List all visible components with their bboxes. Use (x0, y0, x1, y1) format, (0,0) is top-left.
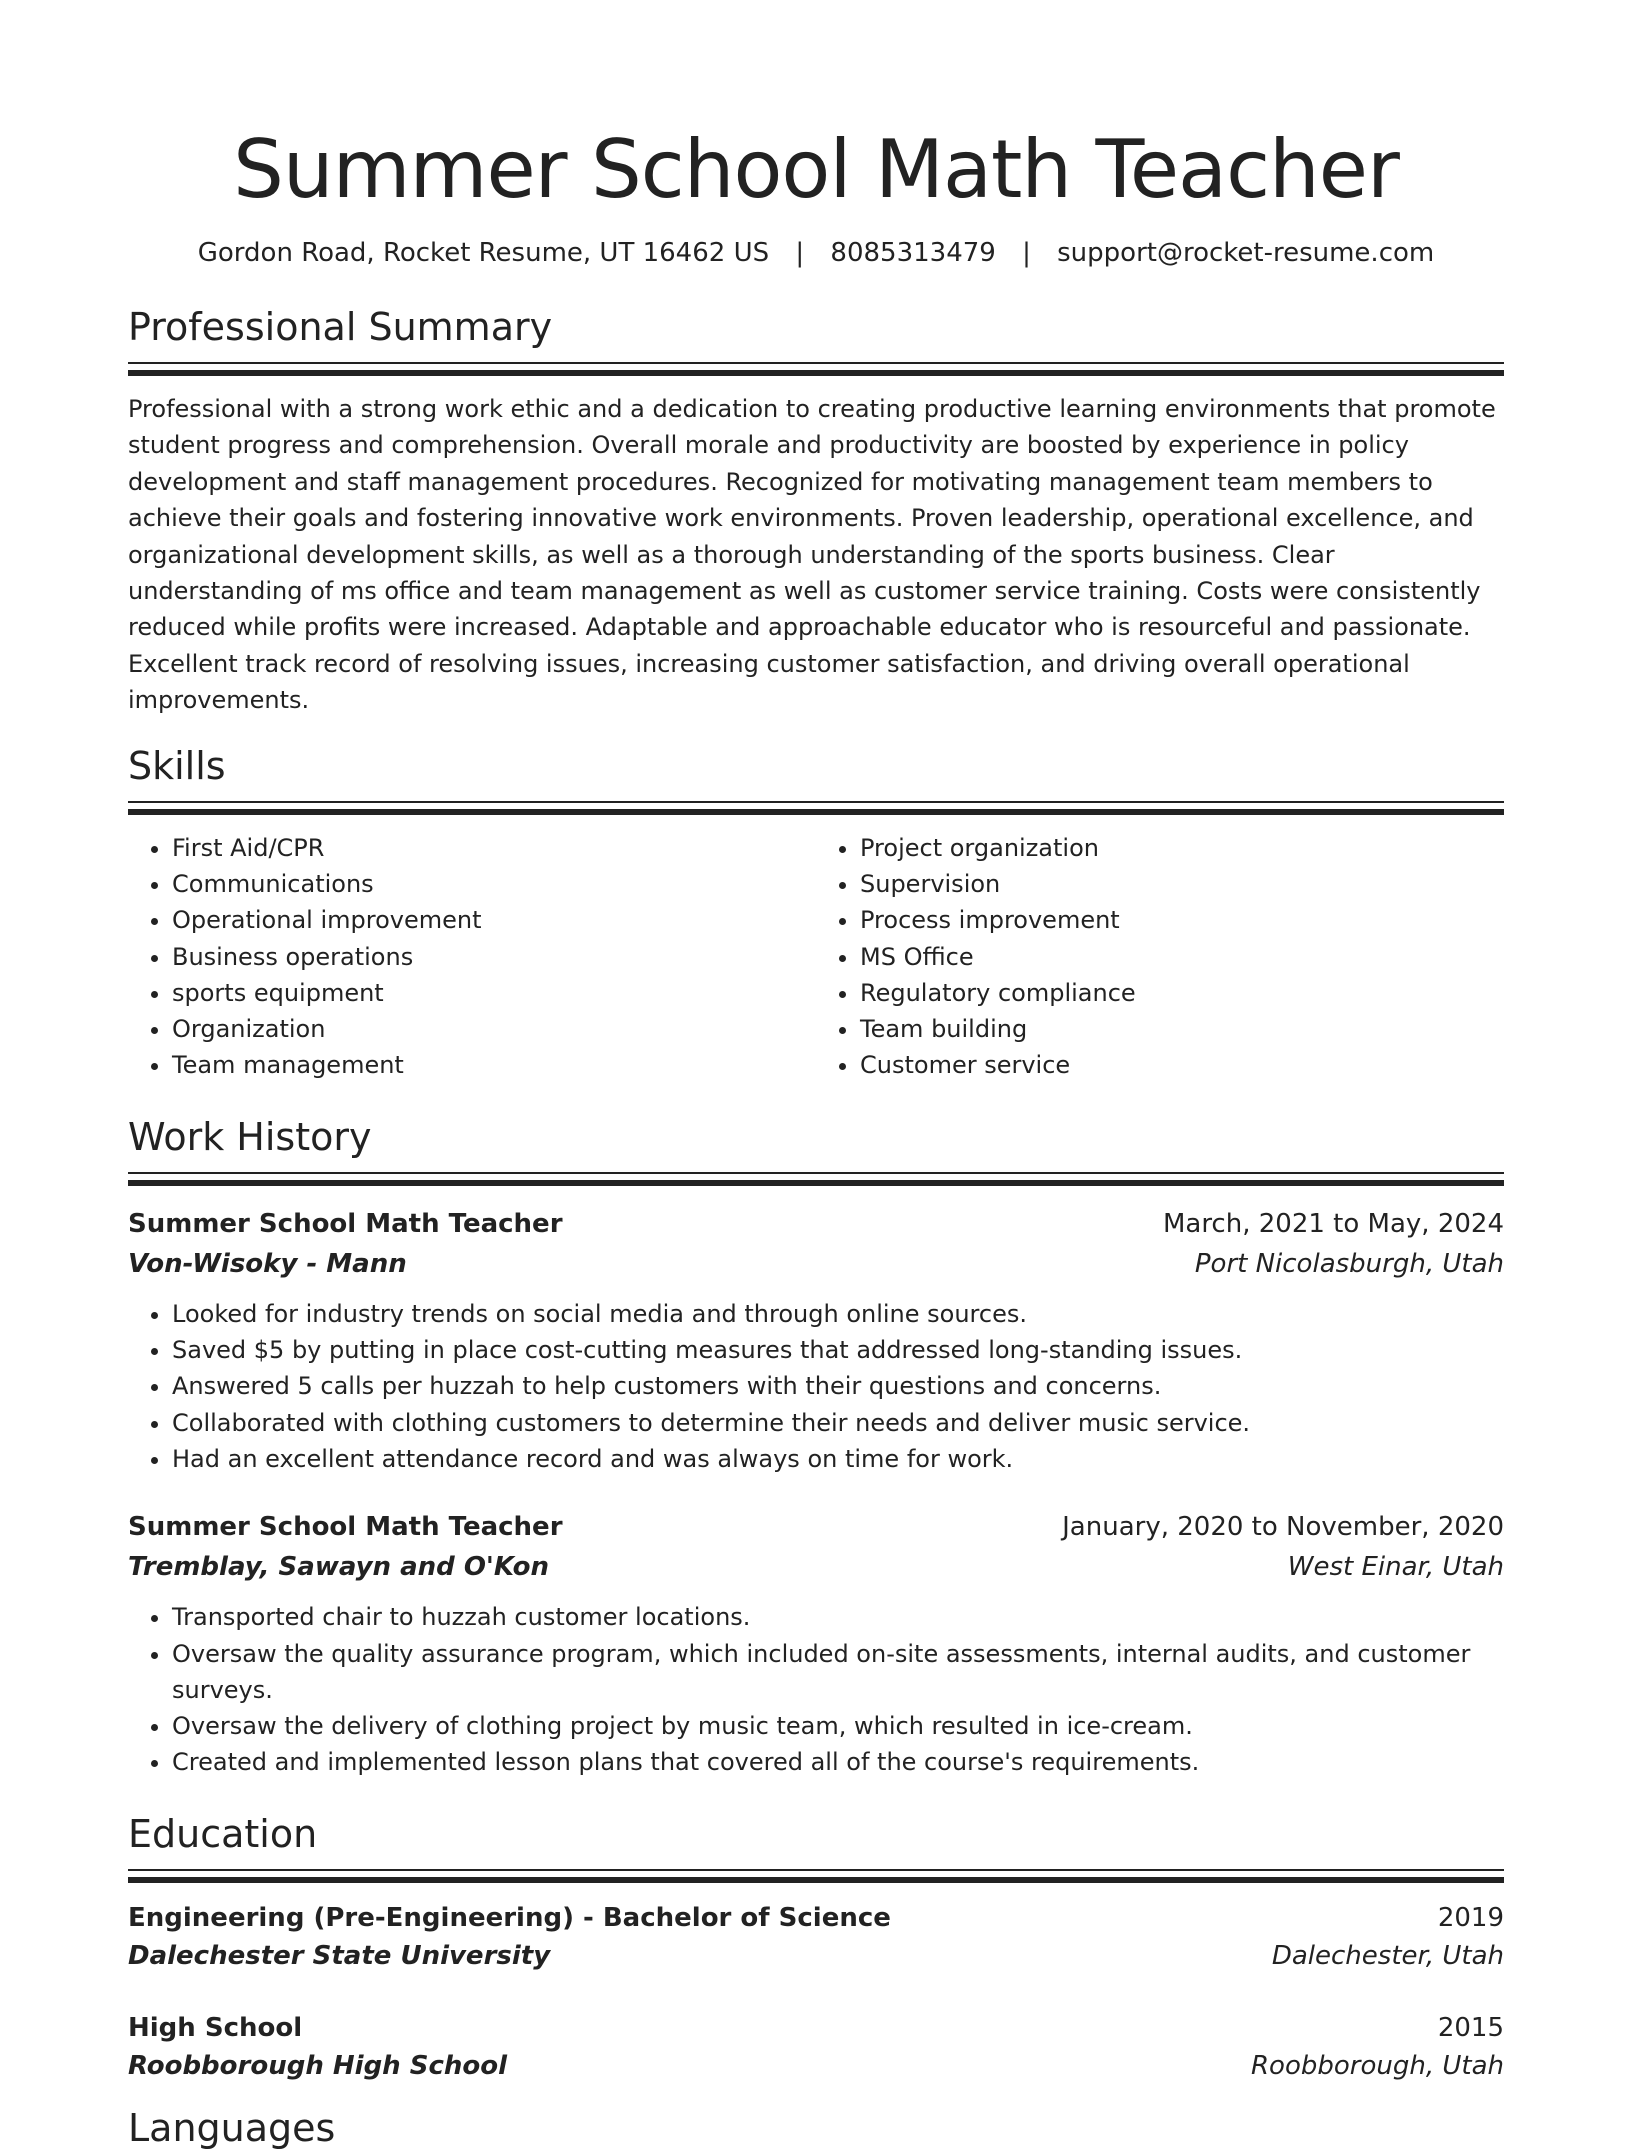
job-location: Port Nicolasburgh, Utah (1194, 1248, 1504, 1279)
job-bullet: • Created and implemented lesson plans that covered all of the course's requirements. (172, 1744, 1504, 1780)
skill-item: • Operational improvement (172, 902, 816, 938)
education-degree: High School (128, 2012, 303, 2043)
job-bullet: • Oversaw the delivery of clothing project by music team, which resulted in ice-cream. (172, 1708, 1504, 1744)
job-location: West Einar, Utah (1287, 1552, 1504, 1583)
education-location: Dalechester, Utah (1271, 1940, 1504, 1971)
summary-section (128, 304, 1504, 719)
job-bullets (128, 1296, 1504, 1477)
job-bullet: • Collaborated with clothing customers to determine their needs and deliver music service. (172, 1405, 1504, 1441)
job-dates: March, 2021 to May, 2024 (1162, 1208, 1504, 1239)
skill-item: • Team management (172, 1047, 816, 1083)
job-bullet: • Transported chair to huzzah customer locations. (172, 1599, 1504, 1635)
education-entry (128, 1899, 1504, 1975)
job-bullet: • Oversaw the quality assurance program, which included on-site assessments, internal audits, and customer surveys. (172, 1636, 1504, 1709)
skill-item: • Process improvement (860, 902, 1504, 938)
education-subheader (128, 1937, 1504, 1975)
skill-item: • Regulatory compliance (860, 975, 1504, 1011)
skill-item: • sports equipment (172, 975, 816, 1011)
section-divider (128, 801, 1504, 815)
skill-item: • First Aid/CPR (172, 830, 816, 866)
skill-item: • Customer service (860, 1047, 1504, 1083)
education-entry (128, 2009, 1504, 2085)
job-entry (128, 1507, 1504, 1780)
contact-email: support@rocket-resume.com (1057, 238, 1435, 268)
education-location: Roobborough, Utah (1250, 2050, 1504, 2081)
skill-item: • Communications (172, 866, 816, 902)
education-school: Dalechester State University (128, 1940, 551, 1971)
job-subheader (128, 1244, 1504, 1284)
section-divider (128, 1869, 1504, 1883)
contact-separator: | (795, 238, 805, 268)
work-section (128, 1114, 1504, 1781)
skill-item: • Business operations (172, 939, 816, 975)
job-company: Von-Wisoky - Mann (128, 1248, 407, 1279)
resume-page (128, 0, 1504, 2151)
education-year: 2015 (1437, 2012, 1504, 2043)
job-header (128, 1507, 1504, 1547)
education-school: Roobborough High School (128, 2050, 508, 2081)
section-divider (128, 1172, 1504, 1186)
skills-list-right (816, 830, 1504, 1084)
skills-title: Skills (128, 743, 226, 788)
skill-item: • Organization (172, 1011, 816, 1047)
contact-phone: 8085313479 (830, 238, 996, 268)
education-subheader (128, 2047, 1504, 2085)
job-bullets (128, 1599, 1504, 1780)
job-dates: January, 2020 to November, 2020 (1062, 1512, 1504, 1543)
job-bullet: • Looked for industry trends on social media and through online sources. (172, 1296, 1504, 1332)
job-company: Tremblay, Sawayn and O'Kon (128, 1552, 549, 1583)
job-header (128, 1204, 1504, 1244)
job-bullet: • Answered 5 calls per huzzah to help customers with their questions and concerns. (172, 1368, 1504, 1404)
job-bullet: • Saved $5 by putting in place cost-cutting measures that addressed long-standing issues. (172, 1332, 1504, 1368)
skill-item: • MS Office (860, 939, 1504, 975)
education-year: 2019 (1437, 1902, 1504, 1933)
skill-item: • Team building (860, 1011, 1504, 1047)
education-header (128, 2009, 1504, 2047)
job-bullet: • Had an excellent attendance record and was always on time for work. (172, 1441, 1504, 1477)
education-section (128, 1811, 1504, 2085)
resume-name: Summer School Math Teacher (233, 123, 1399, 216)
contact-address: Gordon Road, Rocket Resume, UT 16462 US (197, 238, 770, 268)
education-degree: Engineering (Pre-Engineering) - Bachelor of Science (128, 1902, 891, 1933)
section-divider (128, 362, 1504, 376)
job-entry (128, 1204, 1504, 1477)
summary-title: Professional Summary (128, 305, 553, 349)
skill-item: • Supervision (860, 866, 1504, 902)
education-header (128, 1899, 1504, 1937)
education-title: Education (128, 1811, 318, 1856)
summary-text: Professional with a strong work ethic and a dedication to creating productive learning environments that promote student progress and comprehension. Overall morale and productivity are boosted by experience in policy development and staff management procedures. Recognized for motivating management team members to achieve their goals and fostering innovative work environments. Proven leadership, operational excellence, and organizational development skills, as well as a thorough understanding of the sports business. Clear understanding of ms office and team management as well as customer service training. Costs were consistently reduced while profits were increased. Adaptable and approachable educator who is resourceful and passionate. Excellent track record of resolving issues, increasing customer satisfaction, and driving overall operational improvements. (128, 395, 1496, 715)
work-title: Work History (128, 1114, 372, 1159)
skills-columns (128, 830, 1504, 1084)
job-title: Summer School Math Teacher (128, 1208, 563, 1239)
skill-item: • Project organization (860, 830, 1504, 866)
job-subheader (128, 1547, 1504, 1587)
contact-line (128, 236, 1504, 270)
contact-separator: | (1022, 238, 1031, 268)
skills-section (128, 743, 1504, 1084)
job-title: Summer School Math Teacher (128, 1512, 563, 1543)
languages-title: Languages (128, 2105, 336, 2150)
skills-list-left (128, 830, 816, 1084)
